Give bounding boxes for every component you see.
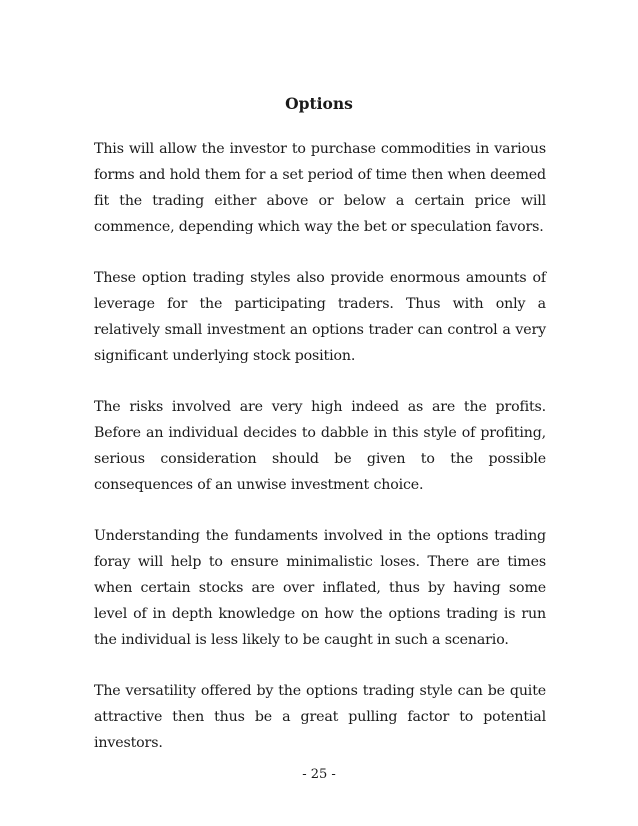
paragraph-2: These option trading styles also provide enormous amounts of leverage for the participating traders. Thus with only a relatively small investment an options trader can control a very significant underlying stock position.: [94, 270, 546, 364]
page-title: Options: [285, 94, 353, 113]
paragraph-4: Understanding the fundaments involved in the options trading foray will help to ensure minimalistic loses. There are times when certain stocks are over inflated, thus by having some level of in depth knowledge on how the options trading is run the individual is less likely to be caught in such a scenario.: [94, 528, 546, 648]
body-text: [94, 136, 546, 756]
paragraph-5: The versatility offered by the options trading style can be quite attractive then thus be a great pulling factor to potential investors.: [94, 683, 546, 751]
paragraph-1: This will allow the investor to purchase commodities in various forms and hold them for a set period of time then when deemed fit the trading either above or below a certain price will commence, depending which way the bet or speculation favors.: [94, 141, 546, 235]
paragraph-3: The risks involved are very high indeed as are the profits. Before an individual decides to dabble in this style of profiting, serious consideration should be given to the possible consequences of an unwise investment choice.: [94, 399, 546, 493]
page-number: - 25 -: [302, 767, 336, 782]
